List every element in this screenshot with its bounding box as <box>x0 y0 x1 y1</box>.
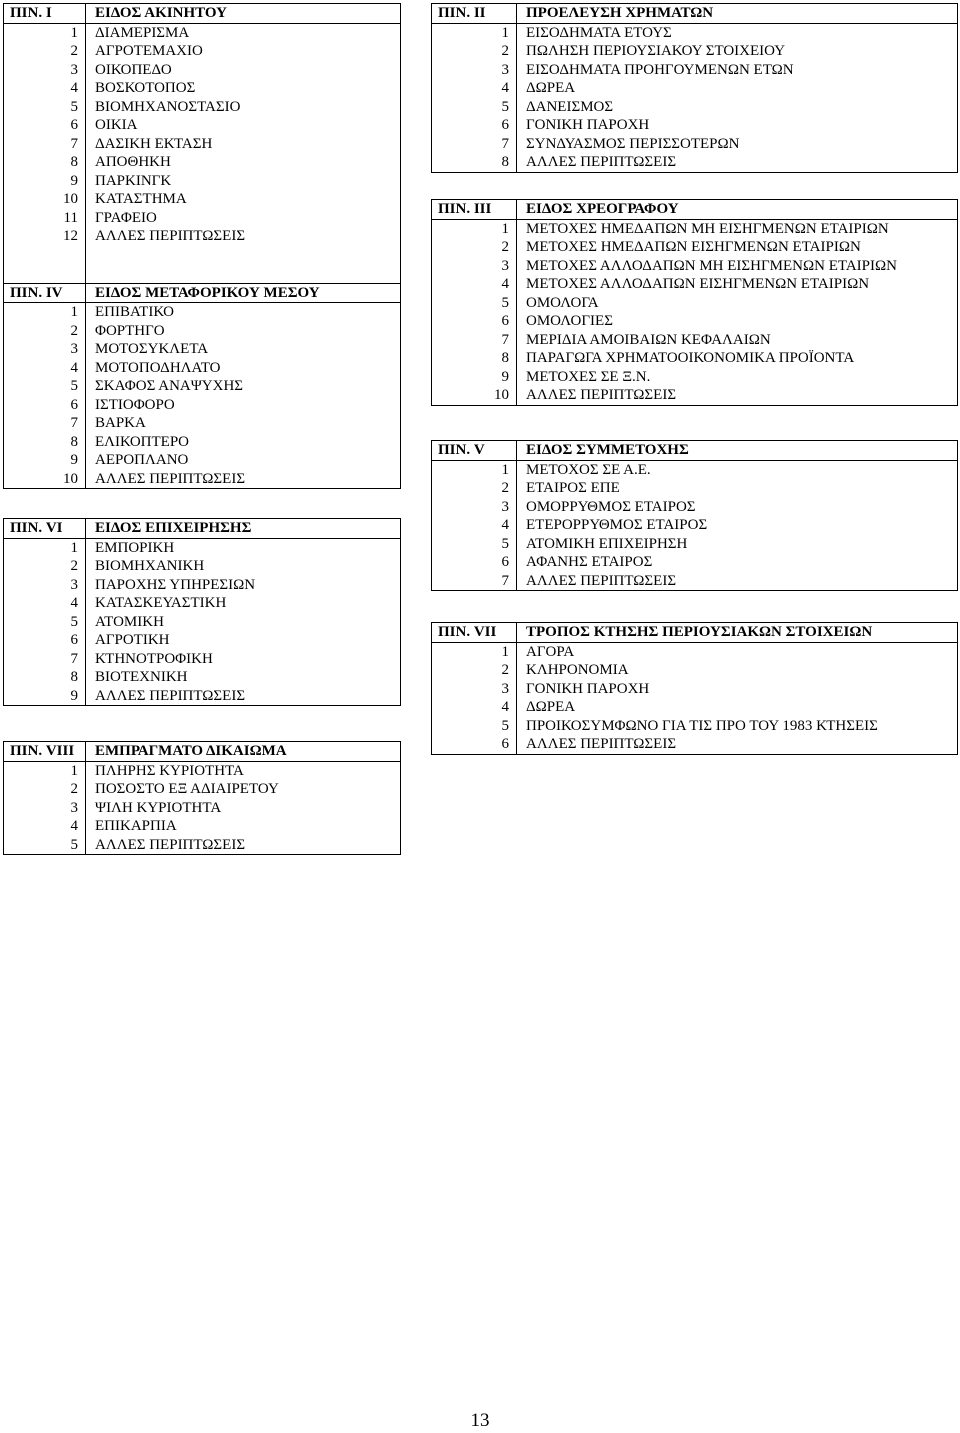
row-label: ΑΛΛΕΣ ΠΕΡΙΠΤΩΣΕΙΣ <box>95 470 246 487</box>
table-header-row <box>432 441 958 461</box>
table-row <box>4 227 401 246</box>
table-row <box>4 414 401 433</box>
row-code: 6 <box>4 396 86 415</box>
table-header-row <box>432 623 958 643</box>
table-code: ΠΙΝ. Ι <box>4 4 86 24</box>
table-row <box>4 668 401 687</box>
row-code: 5 <box>432 98 517 117</box>
row-code: 8 <box>432 153 517 172</box>
table-code: ΠΙΝ. V <box>432 441 517 461</box>
table-row <box>432 572 958 591</box>
table-row <box>432 642 958 661</box>
table-row <box>432 498 958 517</box>
row-code: 8 <box>4 668 86 687</box>
table-code: ΠΙΝ. ΙΙ <box>432 4 517 24</box>
row-label: ΟΜΟΛΟΓΙΕΣ <box>526 313 613 330</box>
row-label: ΚΑΤΑΣΚΕΥΑΣΤΙΚΗ <box>95 595 227 612</box>
table-row <box>432 153 958 172</box>
table-money-origin <box>431 3 958 173</box>
table-title: ΕΙΔΟΣ ΣΥΜΜΕΤΟΧΗΣ <box>517 441 958 461</box>
table-row <box>4 594 401 613</box>
row-code: 9 <box>432 368 517 387</box>
row-code: 1 <box>432 219 517 238</box>
row-code: 3 <box>432 498 517 517</box>
table-row <box>432 331 958 350</box>
table-row <box>4 470 401 489</box>
table-row <box>4 433 401 452</box>
table-row <box>4 209 401 228</box>
row-label: ΠΡΟΙΚΟΣΥΜΦΩΝΟ ΓΙΑ ΤΙΣ ΠΡΟ ΤΟΥ 1983 ΚΤΗΣΕΙΣ <box>526 717 878 734</box>
row-label: ΣΥΝΔΥΑΣΜΟΣ ΠΕΡΙΣΣΟΤΕΡΩΝ <box>526 135 740 152</box>
row-code: 3 <box>4 576 86 595</box>
row-label: ΕΠΙΚΑΡΠΙΑ <box>95 818 177 835</box>
table-security-type <box>431 199 958 406</box>
blank-row <box>4 264 401 283</box>
row-label: ΑΛΛΕΣ ΠΕΡΙΠΤΩΣΕΙΣ <box>526 154 677 171</box>
table-row <box>432 516 958 535</box>
row-label: ΠΑΡΑΓΩΓΑ ΧΡΗΜΑΤΟΟΙΚΟΝΟΜΙΚΑ ΠΡΟΪΟΝΤΑ <box>526 350 855 367</box>
table-row <box>4 359 401 378</box>
row-label: ΒΟΣΚΟΤΟΠΟΣ <box>95 80 196 97</box>
table-row <box>432 479 958 498</box>
row-label: ΔΑΝΕΙΣΜΟΣ <box>526 98 614 115</box>
row-code: 10 <box>4 470 86 489</box>
row-label: ΜΕΤΟΧΟΣ ΣΕ Α.Ε. <box>526 461 651 478</box>
row-code: 6 <box>432 116 517 135</box>
page-number: 13 <box>470 1410 490 1431</box>
row-code: 2 <box>432 238 517 257</box>
row-code: 2 <box>4 322 86 341</box>
row-code: 1 <box>432 23 517 42</box>
row-label: ΑΛΛΕΣ ΠΕΡΙΠΤΩΣΕΙΣ <box>95 228 246 245</box>
table-row <box>4 79 401 98</box>
row-code: 10 <box>4 190 86 209</box>
row-label: ΔΩΡΕΑ <box>526 80 576 97</box>
table-row <box>432 717 958 736</box>
row-code: 4 <box>4 359 86 378</box>
row-code: 9 <box>4 687 86 706</box>
row-code: 1 <box>432 642 517 661</box>
row-code: 3 <box>4 61 86 80</box>
row-label: ΜΕΡΙΔΙΑ ΑΜΟΙΒΑΙΩΝ ΚΕΦΑΛΑΙΩΝ <box>526 331 771 348</box>
row-code: 8 <box>432 349 517 368</box>
table-row <box>432 238 958 257</box>
row-code: 5 <box>432 535 517 554</box>
row-label: ΕΜΠΟΡΙΚΗ <box>95 539 175 556</box>
blank-cell <box>86 246 401 265</box>
table-title: ΕΙΔΟΣ ΕΠΙΧΕΙΡΗΣΗΣ <box>86 519 401 539</box>
row-label: ΑΕΡΟΠΛΑΝΟ <box>95 452 189 469</box>
table-row <box>4 538 401 557</box>
row-code: 6 <box>4 116 86 135</box>
table-row <box>4 761 401 780</box>
table-title: ΕΙΔΟΣ ΑΚΙΝΗΤΟΥ <box>86 4 401 24</box>
table-row <box>432 553 958 572</box>
row-code: 3 <box>432 680 517 699</box>
row-code: 6 <box>432 735 517 754</box>
row-code: 11 <box>4 209 86 228</box>
table-row <box>432 23 958 42</box>
table-row <box>432 368 958 387</box>
row-code: 4 <box>4 594 86 613</box>
table-row <box>432 535 958 554</box>
table-row <box>432 294 958 313</box>
row-code: 1 <box>4 538 86 557</box>
row-code: 4 <box>432 79 517 98</box>
table-title: ΤΡΟΠΟΣ ΚΤΗΣΗΣ ΠΕΡΙΟΥΣΙΑΚΩΝ ΣΤΟΙΧΕΙΩΝ <box>517 623 958 643</box>
table-row <box>432 257 958 276</box>
row-label: ΚΤΗΝΟΤΡΟΦΙΚΗ <box>95 650 213 667</box>
table-row <box>432 135 958 154</box>
table-row <box>4 377 401 396</box>
row-label: ΦΟΡΤΗΓΟ <box>95 322 165 339</box>
row-code: 7 <box>432 572 517 591</box>
table-row <box>4 836 401 855</box>
table-row <box>4 190 401 209</box>
row-label: ΒΙΟΜΗΧΑΝΙΚΗ <box>95 558 205 575</box>
table-title: ΕΙΔΟΣ ΜΕΤΑΦΟΡΙΚΟΥ ΜΕΣΟΥ <box>86 283 401 303</box>
row-code: 1 <box>4 303 86 322</box>
table-row <box>4 23 401 42</box>
table-row <box>432 275 958 294</box>
table-row <box>4 451 401 470</box>
table-header-row <box>4 519 401 539</box>
table-code: ΠΙΝ. ΙΙΙ <box>432 200 517 220</box>
row-label: ΑΤΟΜΙΚΗ <box>95 613 164 630</box>
table-row <box>4 687 401 706</box>
table-row <box>4 61 401 80</box>
table-header-row <box>4 4 401 24</box>
row-code: 2 <box>4 557 86 576</box>
table-code: ΠΙΝ. IV <box>4 283 86 303</box>
table-row <box>4 817 401 836</box>
row-code: 2 <box>432 42 517 61</box>
row-label: ΑΛΛΕΣ ΠΕΡΙΠΤΩΣΕΙΣ <box>526 572 677 589</box>
row-code: 6 <box>4 631 86 650</box>
row-label: ΜΟΤΟΠΟΔΗΛΑΤΟ <box>95 359 221 376</box>
row-label: ΠΛΗΡΗΣ ΚΥΡΙΟΤΗΤΑ <box>95 762 244 779</box>
row-code: 7 <box>4 135 86 154</box>
table-header-row <box>4 742 401 762</box>
row-code: 4 <box>432 275 517 294</box>
row-label: ΚΛΗΡΟΝΟΜΙΑ <box>526 662 629 679</box>
row-code: 6 <box>432 553 517 572</box>
row-label: ΑΛΛΕΣ ΠΕΡΙΠΤΩΣΕΙΣ <box>95 836 246 853</box>
row-code: 5 <box>432 717 517 736</box>
table-row <box>432 42 958 61</box>
row-label: ΑΛΛΕΣ ΠΕΡΙΠΤΩΣΕΙΣ <box>95 687 246 704</box>
row-label: ΠΩΛΗΣΗ ΠΕΡΙΟΥΣΙΑΚΟΥ ΣΤΟΙΧΕΙΟΥ <box>526 43 786 60</box>
table-row <box>4 98 401 117</box>
table-code: ΠΙΝ. VIII <box>4 742 86 762</box>
table-row <box>4 780 401 799</box>
table-row <box>432 79 958 98</box>
table-row <box>432 386 958 405</box>
row-code: 3 <box>4 340 86 359</box>
table-header-row <box>432 200 958 220</box>
row-label: ΕΛΙΚΟΠΤΕΡΟ <box>95 433 189 450</box>
table-property-and-vehicle <box>3 3 401 489</box>
row-label: ΠΑΡΟΧΗΣ ΥΠΗΡΕΣΙΩΝ <box>95 576 256 593</box>
table-row <box>4 135 401 154</box>
table-row <box>432 61 958 80</box>
row-label: ΟΜΟΡΡΥΘΜΟΣ ΕΤΑΙΡΟΣ <box>526 498 696 515</box>
row-label: ΔΑΣΙΚΗ ΕΚΤΑΣΗ <box>95 135 213 152</box>
row-code: 12 <box>4 227 86 246</box>
row-code: 2 <box>4 780 86 799</box>
row-label: ΨΙΛΗ ΚΥΡΙΟΤΗΤΑ <box>95 799 222 816</box>
table-row <box>432 680 958 699</box>
table-row <box>4 340 401 359</box>
row-label: ΔΩΡΕΑ <box>526 699 576 716</box>
row-label: ΓΟΝΙΚΗ ΠΑΡΟΧΗ <box>526 680 650 697</box>
row-code: 8 <box>4 433 86 452</box>
row-label: ΑΛΛΕΣ ΠΕΡΙΠΤΩΣΕΙΣ <box>526 736 677 753</box>
table-row <box>4 172 401 191</box>
row-code: 1 <box>432 460 517 479</box>
table-row <box>432 460 958 479</box>
table-row <box>4 153 401 172</box>
row-label: ΠΑΡΚΙΝΓΚ <box>95 172 172 189</box>
row-label: ΒΑΡΚΑ <box>95 415 146 432</box>
row-code: 3 <box>432 257 517 276</box>
table-title: ΠΡΟΕΛΕΥΣΗ ΧΡΗΜΑΤΩΝ <box>517 4 958 24</box>
table-row <box>432 116 958 135</box>
row-code: 2 <box>432 661 517 680</box>
table-row <box>432 349 958 368</box>
table-row <box>432 98 958 117</box>
row-code: 5 <box>432 294 517 313</box>
table-participation-type <box>431 440 958 591</box>
row-code: 6 <box>432 312 517 331</box>
row-code: 8 <box>4 153 86 172</box>
table-row <box>4 799 401 818</box>
row-code: 7 <box>432 331 517 350</box>
row-label: ΙΣΤΙΟΦΟΡΟ <box>95 396 175 413</box>
blank-cell <box>86 264 401 283</box>
row-label: ΑΠΟΘΗΚΗ <box>95 154 171 171</box>
row-code: 4 <box>432 698 517 717</box>
row-label: ΟΙΚΟΠΕΔΟ <box>95 61 172 78</box>
row-code: 1 <box>4 23 86 42</box>
row-label: ΕΙΣΟΔΗΜΑΤΑ ΠΡΟΗΓΟΥΜΕΝΩΝ ΕΤΩΝ <box>526 61 794 78</box>
row-label: ΜΟΤΟΣΥΚΛΕΤΑ <box>95 341 209 358</box>
row-code: 5 <box>4 836 86 855</box>
table-property-right <box>3 741 401 855</box>
blank-cell <box>4 264 86 283</box>
row-code: 10 <box>432 386 517 405</box>
row-code: 5 <box>4 377 86 396</box>
row-label: ΚΑΤΑΣΤΗΜΑ <box>95 191 187 208</box>
row-label: ΑΓΡΟΤΕΜΑΧΙΟ <box>95 43 203 60</box>
row-label: ΜΕΤΟΧΕΣ ΗΜΕΔΑΠΩΝ ΕΙΣΗΓΜΕΝΩΝ ΕΤΑΙΡΙΩΝ <box>526 239 861 256</box>
table-row <box>4 322 401 341</box>
row-code: 2 <box>432 479 517 498</box>
table-row <box>4 631 401 650</box>
row-label: ΠΟΣΟΣΤΟ ΕΞ ΑΔΙΑΙΡΕΤΟΥ <box>95 781 279 798</box>
table-row <box>4 557 401 576</box>
table-code: ΠΙΝ. VI <box>4 519 86 539</box>
table-title: ΕΙΔΟΣ ΧΡΕΟΓΡΑΦΟΥ <box>517 200 958 220</box>
row-label: ΑΤΟΜΙΚΗ ΕΠΙΧΕΙΡΗΣΗ <box>526 535 688 552</box>
row-label: ΒΙΟΜΗΧΑΝΟΣΤΑΣΙΟ <box>95 98 241 115</box>
blank-cell <box>4 246 86 265</box>
table-row <box>432 735 958 754</box>
row-label: ΣΚΑΦΟΣ ΑΝΑΨΥΧΗΣ <box>95 378 244 395</box>
row-label: ΑΓΡΟΤΙΚΗ <box>95 632 170 649</box>
row-label: ΓΟΝΙΚΗ ΠΑΡΟΧΗ <box>526 117 650 134</box>
blank-row <box>4 246 401 265</box>
row-code: 4 <box>432 516 517 535</box>
row-label: ΜΕΤΟΧΕΣ ΑΛΛΟΔΑΠΩΝ ΕΙΣΗΓΜΕΝΩΝ ΕΤΑΙΡΙΩΝ <box>526 276 870 293</box>
row-code: 3 <box>4 799 86 818</box>
row-label: ΔΙΑΜΕΡΙΣΜΑ <box>95 24 190 41</box>
row-label: ΜΕΤΟΧΕΣ ΗΜΕΔΑΠΩΝ ΜΗ ΕΙΣΗΓΜΕΝΩΝ ΕΤΑΙΡΙΩΝ <box>526 220 889 237</box>
row-code: 3 <box>432 61 517 80</box>
row-code: 1 <box>4 761 86 780</box>
row-label: ΟΙΚΙΑ <box>95 117 138 134</box>
table-row <box>432 312 958 331</box>
row-label: ΕΤΕΡΟΡΡΥΘΜΟΣ ΕΤΑΙΡΟΣ <box>526 517 708 534</box>
table-row <box>4 396 401 415</box>
row-label: ΑΓΟΡΑ <box>526 643 575 660</box>
row-code: 4 <box>4 817 86 836</box>
row-code: 9 <box>4 172 86 191</box>
row-label: ΑΛΛΕΣ ΠΕΡΙΠΤΩΣΕΙΣ <box>526 387 677 404</box>
row-code: 7 <box>4 414 86 433</box>
row-label: ΕΠΙΒΑΤΙΚΟ <box>95 304 174 321</box>
row-code: 5 <box>4 613 86 632</box>
row-code: 4 <box>4 79 86 98</box>
table-acquisition-method <box>431 622 958 755</box>
row-code: 9 <box>4 451 86 470</box>
table-row <box>4 650 401 669</box>
row-label: ΕΙΣΟΔΗΜΑΤΑ ΕΤΟΥΣ <box>526 24 672 41</box>
row-label: ΒΙΟΤΕΧΝΙΚΗ <box>95 669 188 686</box>
row-code: 7 <box>432 135 517 154</box>
table-row <box>4 116 401 135</box>
row-code: 5 <box>4 98 86 117</box>
row-code: 7 <box>4 650 86 669</box>
table-header-row <box>432 4 958 24</box>
row-label: ΕΤΑΙΡΟΣ ΕΠΕ <box>526 480 620 497</box>
table-title: ΕΜΠΡΑΓΜΑΤΟ ΔΙΚΑΙΩΜΑ <box>86 742 401 762</box>
table-code: ΠΙΝ. VII <box>432 623 517 643</box>
table-row <box>432 661 958 680</box>
row-label: ΜΕΤΟΧΕΣ ΣΕ Ξ.Ν. <box>526 368 651 385</box>
table-row <box>4 42 401 61</box>
row-label: ΑΦΑΝΗΣ ΕΤΑΙΡΟΣ <box>526 554 653 571</box>
table-business-type <box>3 518 401 706</box>
table-row <box>432 219 958 238</box>
table-row <box>4 613 401 632</box>
row-label: ΟΜΟΛΟΓΑ <box>526 294 599 311</box>
row-code: 2 <box>4 42 86 61</box>
table-row <box>4 576 401 595</box>
table-header-row <box>4 283 401 303</box>
row-label: ΓΡΑΦΕΙΟ <box>95 209 157 226</box>
table-row <box>4 303 401 322</box>
row-label: ΜΕΤΟΧΕΣ ΑΛΛΟΔΑΠΩΝ ΜΗ ΕΙΣΗΓΜΕΝΩΝ ΕΤΑΙΡΙΩΝ <box>526 257 897 274</box>
table-row <box>432 698 958 717</box>
